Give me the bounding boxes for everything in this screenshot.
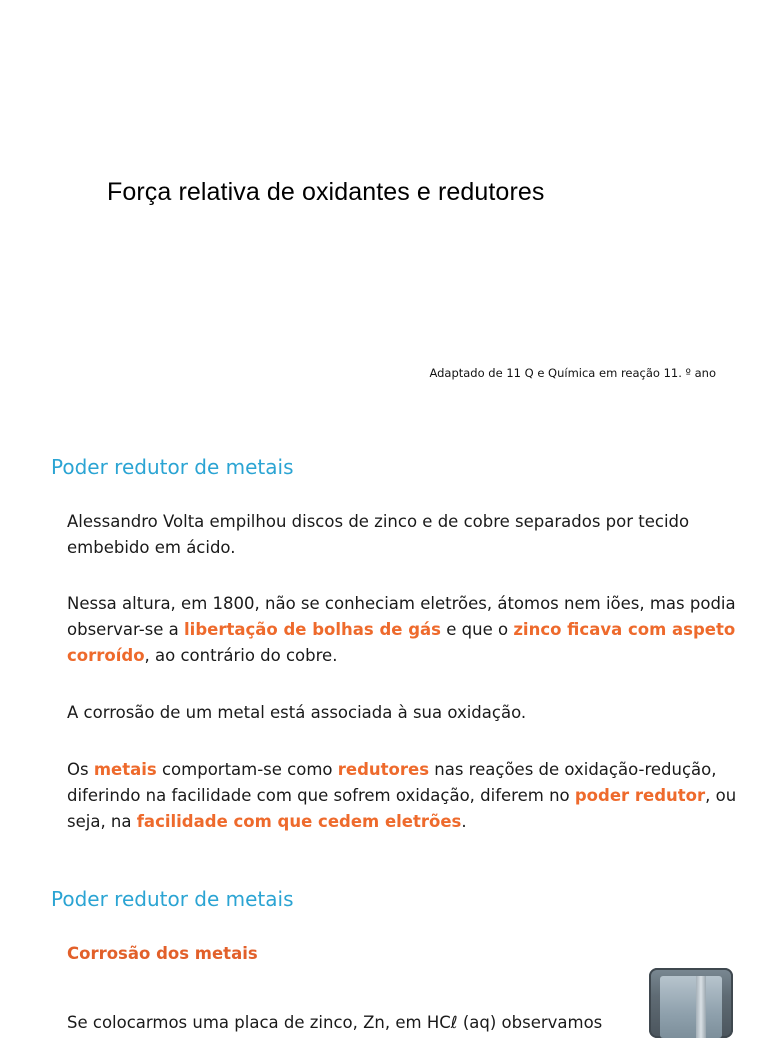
section-heading-2: Poder redutor de metais [51, 887, 294, 911]
text: Os [67, 760, 94, 779]
text: Nessa altura, em 1800, não se conheciam eletrões, átomos nem iões, mas podia observar-se a [67, 594, 736, 639]
beaker-liquid [660, 976, 722, 1038]
text: comportam-se como [156, 760, 338, 779]
text: e que o [441, 620, 514, 639]
paragraph-metals [67, 757, 737, 835]
section-heading-1: Poder redutor de metais [51, 455, 294, 479]
highlight-zinc-corroded: zinco ficava com aspeto corroído [67, 620, 736, 665]
paragraph-corrosion: A corrosão de um metal está associada à sua oxidação. [67, 703, 527, 722]
highlight-metais: metais [93, 760, 157, 779]
text: . [461, 812, 467, 831]
text: , ou seja, na [67, 786, 737, 831]
source-note: Adaptado de 11 Q e Química em reação 11. º ano [429, 366, 716, 380]
highlight-bubbles: libertação de bolhas de gás [184, 620, 441, 639]
text: nas reações de oxidação-redução, diferindo na facilidade com que sofrem oxidação, diferem no [67, 760, 717, 805]
zinc-plate [696, 976, 706, 1038]
text: , ao contrário do cobre. [144, 646, 338, 665]
paragraph-volta: Alessandro Volta empilhou discos de zinco e de cobre separados por tecido embebido em ácido. [67, 512, 690, 557]
slide-title: Força relativa de oxidantes e redutores [107, 178, 545, 206]
highlight-cedem-eletroes: facilidade com que cedem eletrões [136, 812, 462, 831]
subheading-corrosion: Corrosão dos metais [67, 944, 258, 963]
highlight-redutores: redutores [337, 760, 430, 779]
highlight-poder-redutor: poder redutor [574, 786, 706, 805]
paragraph-zinc-plate: Se colocarmos uma placa de zinco, Zn, em HCℓ (aq) observamos [67, 1013, 603, 1032]
paragraph-1800 [67, 591, 737, 669]
beaker-photo [649, 968, 733, 1038]
